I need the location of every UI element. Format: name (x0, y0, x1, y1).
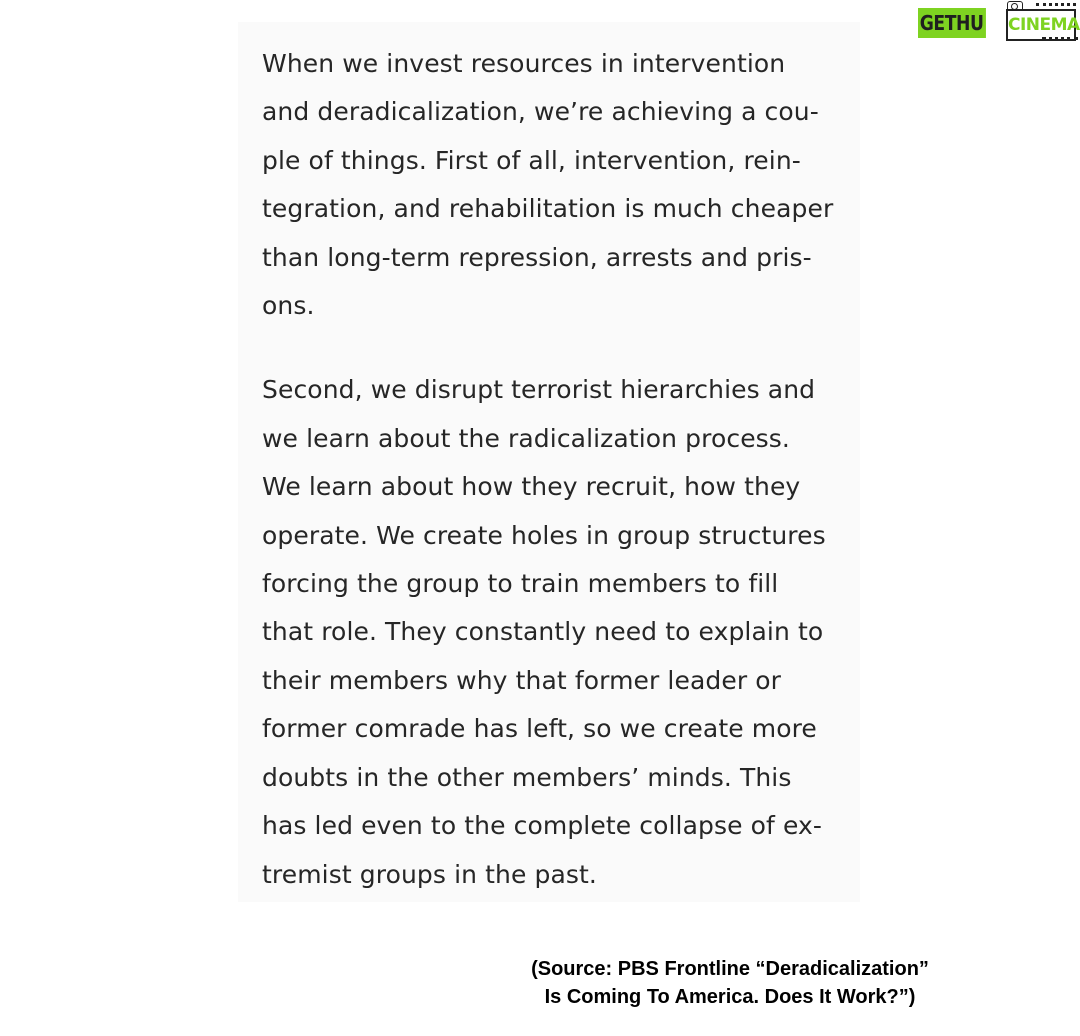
source-caption (470, 955, 990, 1011)
text-line: than long-term repression, arrests and pris- (262, 242, 812, 272)
text-line: that role. They constantly need to explain to (262, 617, 824, 647)
text-line: We learn about how they recruit, how they (262, 472, 801, 502)
text-line: their members why that former leader or (262, 665, 782, 695)
text-line: When we invest resources in intervention (262, 49, 786, 78)
paragraph-1 (262, 40, 854, 330)
paragraph-2 (262, 366, 854, 898)
text-line: tremist groups in the past. (262, 859, 597, 889)
text-line: forcing the group to train members to fill (262, 569, 779, 599)
article-excerpt-card (238, 22, 860, 902)
article-excerpt-text (262, 40, 854, 899)
source-line-1: (Source: PBS Frontline “Deradicalization” (531, 958, 929, 980)
text-line: has led even to the complete collapse of ex- (262, 811, 823, 841)
text-line: ple of things. First of all, intervention, rein- (262, 145, 801, 175)
text-line: operate. We create holes in group structures (262, 520, 826, 550)
text-line: doubts in the other members’ minds. This (262, 762, 792, 792)
text-line: tegration, and rehabilitation is much cheaper (262, 194, 834, 224)
source-line-2: Is Coming To America. Does It Work?”) (544, 986, 916, 1008)
logo-text-gethu: GETHU (918, 8, 986, 38)
text-line: and deradicalization, we’re achieving a cou- (262, 97, 819, 127)
text-line: former comrade has left, so we create more (262, 714, 817, 744)
text-line: ons. (262, 291, 315, 321)
film-strip-bottom-icon (1042, 37, 1078, 44)
gethu-cinema-logo (918, 3, 1078, 41)
text-line: we learn about the radicalization process. (262, 423, 790, 453)
text-line: Second, we disrupt terrorist hierarchies and (262, 375, 816, 405)
paragraph-spacer (262, 330, 854, 366)
logo-text-cinema: CINEMA (1006, 9, 1076, 41)
